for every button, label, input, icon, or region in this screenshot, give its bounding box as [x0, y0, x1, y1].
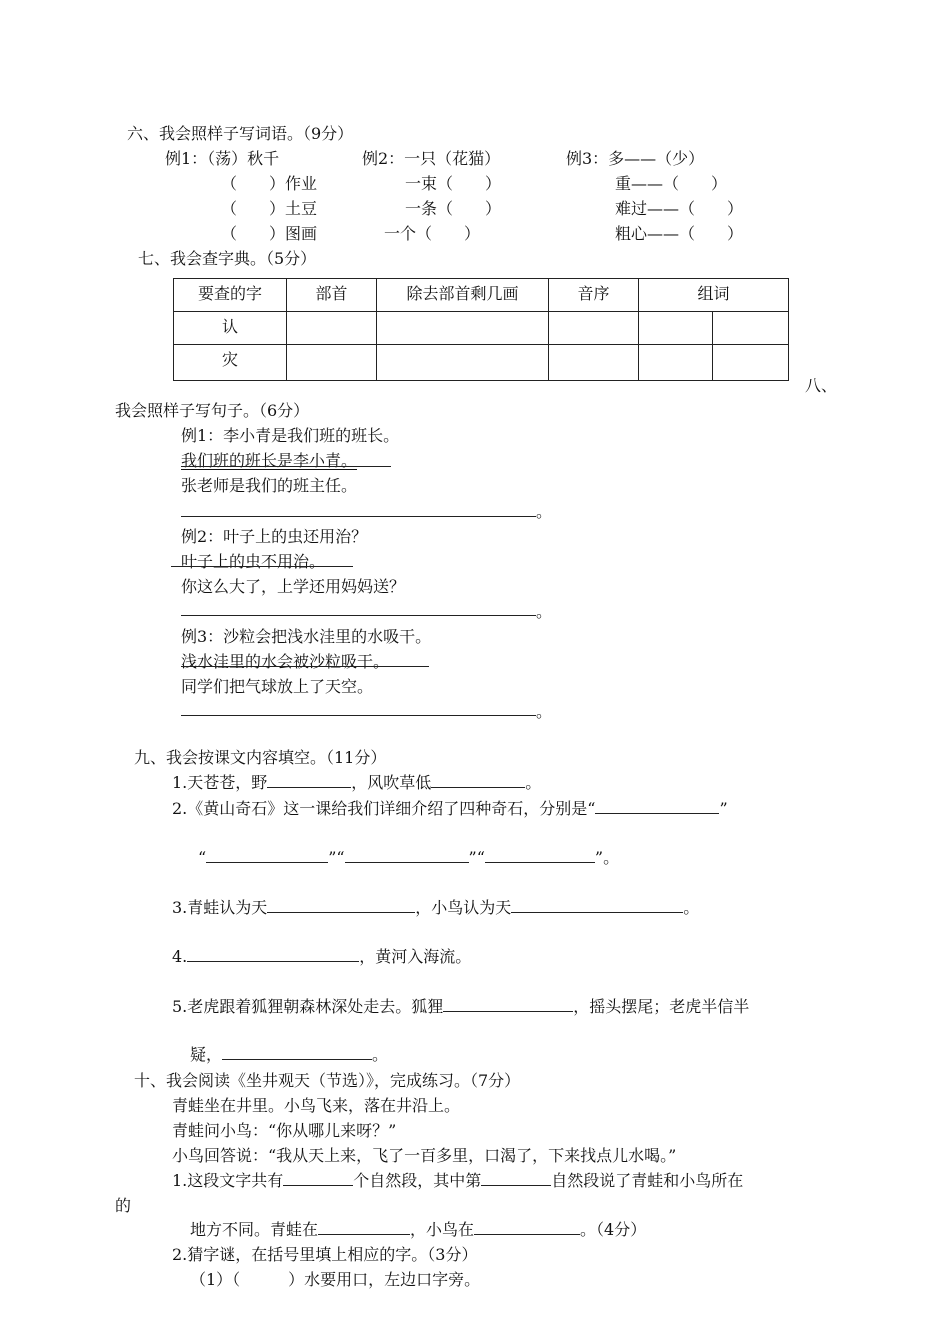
- text: 。: [525, 773, 542, 792]
- example-3: 例3：多——（少）: [566, 149, 705, 168]
- reading-question-1b: [190, 1220, 646, 1240]
- blank[interactable]: [481, 1171, 551, 1186]
- answer-underline: [181, 466, 391, 467]
- table-header: 除去部首剩几画: [377, 279, 549, 312]
- table-header: 组词: [639, 279, 789, 312]
- fill-line-5: [172, 997, 749, 1017]
- sentence-question-1: 张老师是我们的班主任。: [181, 476, 358, 495]
- blank[interactable]: [345, 848, 469, 863]
- text: ，小鸟认为天: [415, 898, 512, 917]
- word-item: 一条（ ）: [405, 199, 502, 218]
- section-8-title: 我会照样子写句子。（6分）: [115, 401, 310, 420]
- text: 1.天苍苍，野: [172, 773, 268, 792]
- fill-line-3: [172, 898, 699, 918]
- table-header: 部首: [287, 279, 377, 312]
- answer-underline: [171, 566, 353, 567]
- sentence-example-1: 例1：李小青是我们班的班长。: [181, 426, 400, 445]
- sentence-answer-2: 叶子上的虫不用治。: [181, 552, 326, 571]
- blank[interactable]: [267, 773, 351, 788]
- text: 自然段说了青蛙和小鸟所在: [551, 1171, 744, 1190]
- section-6-title: 六、我会照样子写词语。（9分）: [127, 124, 354, 143]
- answer-line[interactable]: [181, 516, 536, 517]
- wrap-char: 的: [115, 1196, 132, 1215]
- word-item: （ ）土豆: [221, 199, 318, 218]
- table-cell[interactable]: [639, 312, 713, 345]
- fill-line-5b: [190, 1045, 388, 1065]
- fill-line-1: [172, 773, 541, 793]
- text: 疑，: [190, 1045, 223, 1064]
- riddle-1: （1）（ ）水要用口，左边口字旁。: [190, 1270, 481, 1289]
- text: ”“: [468, 848, 485, 867]
- blank[interactable]: [431, 773, 525, 788]
- blank[interactable]: [474, 1220, 580, 1235]
- answer-underline: [181, 666, 429, 667]
- fill-line-2b: [198, 848, 619, 868]
- word-item: （ ）作业: [221, 174, 318, 193]
- example-2: 例2：一只（花猫）: [362, 149, 501, 168]
- section-10-title: 十、我会阅读《坐井观天（节选）》，完成练习。（7分）: [134, 1071, 521, 1090]
- text: 。: [683, 898, 700, 917]
- table-cell[interactable]: [713, 312, 789, 345]
- sentence-example-2: 例2：叶子上的虫还用治？: [181, 527, 368, 546]
- text: “: [198, 848, 207, 867]
- passage-line: 小鸟回答说：“我从天上来，飞了一百多里，口渴了，下来找点儿水喝。”: [172, 1146, 677, 1165]
- sentence-answer-3: 浅水洼里的水会被沙粒吸干。: [181, 652, 390, 671]
- text: 地方不同。青蛙在: [190, 1220, 319, 1239]
- word-item: 难过——（ ）: [615, 199, 744, 218]
- sentence-example-3: 例3：沙粒会把浅水洼里的水吸干。: [181, 627, 432, 646]
- fill-line-4: [172, 947, 471, 967]
- sentence-question-2: 你这么大了，上学还用妈妈送？: [181, 577, 406, 596]
- blank[interactable]: [206, 848, 328, 863]
- section-9-title: 九、我会按课文内容填空。（11分）: [134, 748, 387, 767]
- text: ，风吹草低: [351, 773, 432, 792]
- text: ”。: [594, 848, 620, 867]
- blank[interactable]: [511, 898, 683, 913]
- word-item: （ ）图画: [221, 224, 318, 243]
- word-item: 一束（ ）: [405, 174, 502, 193]
- table-cell[interactable]: [713, 345, 789, 381]
- text: 4.: [172, 947, 188, 966]
- text: 2.《黄山奇石》这一课给我们详细介绍了四种奇石，分别是“: [172, 799, 596, 818]
- word-item: 粗心——（ ）: [615, 224, 744, 243]
- answer-line[interactable]: [181, 615, 536, 616]
- fill-line-2: [172, 799, 728, 819]
- table-cell[interactable]: [287, 345, 377, 381]
- text: ，小鸟在: [410, 1220, 475, 1239]
- text: ，摇头摆尾；老虎半信半: [573, 997, 750, 1016]
- table-header: 音序: [549, 279, 639, 312]
- period: 。: [536, 502, 553, 521]
- table-cell[interactable]: [549, 312, 639, 345]
- answer-line[interactable]: [181, 715, 536, 716]
- text: ，黄河入海流。: [359, 947, 472, 966]
- table-cell-char: 灾: [174, 345, 287, 381]
- blank[interactable]: [318, 1220, 410, 1235]
- text: 5.老虎跟着狐狸朝森林深处走去。狐狸: [172, 997, 444, 1016]
- table-cell[interactable]: [639, 345, 713, 381]
- table-cell[interactable]: [549, 345, 639, 381]
- text: 3.青蛙认为天: [172, 898, 268, 917]
- blank[interactable]: [267, 898, 415, 913]
- text: 。: [372, 1045, 389, 1064]
- blank[interactable]: [283, 1171, 353, 1186]
- word-item: 重——（ ）: [615, 174, 728, 193]
- passage-line: 青蛙坐在井里。小鸟飞来，落在井沿上。: [172, 1096, 461, 1115]
- table-cell-char: 认: [174, 312, 287, 345]
- example-1: 例1：（荡）秋千: [165, 149, 280, 168]
- dictionary-table: [173, 278, 789, 381]
- text: 1.这段文字共有: [172, 1171, 284, 1190]
- period: 。: [536, 602, 553, 621]
- blank[interactable]: [443, 997, 573, 1012]
- passage-line: 青蛙问小鸟：“你从哪儿来呀？”: [172, 1121, 397, 1140]
- word-item: 一个（ ）: [384, 224, 481, 243]
- table-cell[interactable]: [287, 312, 377, 345]
- section-7-title: 七、我会查字典。（5分）: [138, 249, 317, 268]
- period: 。: [536, 702, 553, 721]
- sentence-question-3: 同学们把气球放上了天空。: [181, 677, 374, 696]
- table-cell[interactable]: [377, 312, 549, 345]
- text: 。（4分）: [580, 1220, 647, 1239]
- blank[interactable]: [222, 1045, 372, 1060]
- blank[interactable]: [485, 848, 595, 863]
- text: 个自然段，其中第: [353, 1171, 482, 1190]
- table-header: 要查的字: [174, 279, 287, 312]
- text: ”: [719, 799, 728, 818]
- reading-question-1: [172, 1171, 743, 1191]
- table-cell[interactable]: [377, 345, 549, 381]
- reading-question-2: 2.猜字谜，在括号里填上相应的字。（3分）: [172, 1245, 478, 1264]
- blank[interactable]: [595, 799, 719, 814]
- section-8-number: 八、: [805, 376, 838, 395]
- sentence-answer-1: 我们班的班长是李小青。: [181, 451, 358, 470]
- blank[interactable]: [187, 947, 359, 962]
- text: ”“: [328, 848, 345, 867]
